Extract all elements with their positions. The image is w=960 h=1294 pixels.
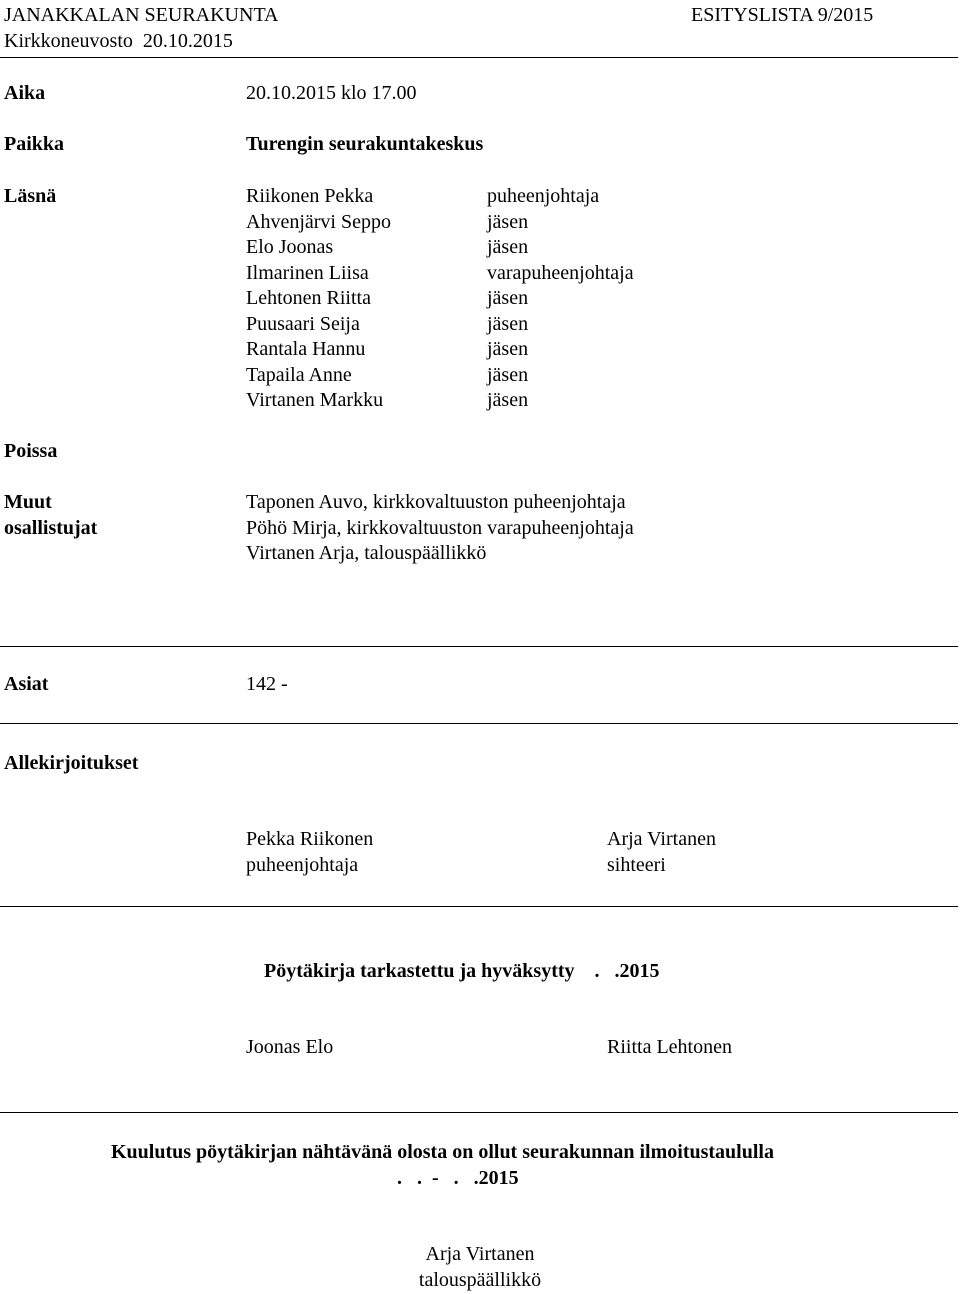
items-value: 142 -: [246, 673, 288, 695]
present-roles: [487, 184, 634, 414]
document-id: ESITYSLISTA 9/2015: [691, 4, 874, 26]
present-name: Ilmarinen Liisa: [246, 261, 369, 284]
absent-label: Poissa: [4, 440, 58, 462]
items-bottom-divider: [0, 723, 958, 724]
other-participant: Taponen Auvo, kirkkovaltuuston puheenjohtaja: [246, 491, 626, 513]
notice-signer-name: Arja Virtanen: [425, 1243, 535, 1265]
place-label: Paikka: [4, 133, 65, 155]
time-value: 20.10.2015 klo 17.00: [246, 82, 417, 104]
others-label-line: Muut: [4, 491, 52, 513]
present-name: Lehtonen Riitta: [246, 287, 371, 309]
present-name: Ahvenjärvi Seppo: [246, 210, 391, 233]
present-role: jäsen: [487, 312, 529, 335]
signature-name: Pekka Riikonen: [246, 828, 374, 850]
notice-top-divider: [0, 1112, 958, 1113]
present-role: jäsen: [487, 363, 529, 386]
present-role: jäsen: [487, 389, 529, 411]
present-role: puheenjohtaja: [487, 185, 600, 207]
review-text: Pöytäkirja tarkastettu ja hyväksytty: [264, 959, 575, 982]
present-role: varapuheenjohtaja: [487, 261, 634, 284]
signature-left: [246, 827, 373, 878]
present-name: Rantala Hannu: [246, 338, 366, 360]
signature-role: puheenjohtaja: [246, 853, 359, 876]
meeting-body-date: 20.10.2015: [142, 30, 233, 52]
present-name: Elo Joonas: [246, 236, 334, 258]
signatures-label: Allekirjoitukset: [4, 752, 139, 774]
time-label: Aika: [4, 82, 46, 104]
review-date: . .2015: [594, 959, 660, 982]
notice-text: Kuulutus pöytäkirjan nähtävänä olosta on ollut seurakunnan ilmoitustaululla: [111, 1141, 774, 1163]
items-top-divider: [0, 646, 958, 647]
place-value: Turengin seurakuntakeskus: [246, 133, 484, 155]
present-role: jäsen: [487, 210, 529, 233]
review-top-divider: [0, 906, 958, 907]
others-label: [4, 490, 97, 541]
meeting-body-name: Kirkkoneuvosto: [4, 30, 133, 52]
reviewer-right: Riitta Lehtonen: [607, 1036, 732, 1058]
signature-right: [607, 827, 716, 878]
signature-role: sihteeri: [607, 853, 666, 876]
present-names: [246, 184, 391, 414]
present-role: jäsen: [487, 338, 529, 360]
present-role: jäsen: [487, 287, 529, 309]
notice-signer-role: talouspäällikkö: [418, 1268, 542, 1291]
other-participants: [246, 490, 634, 567]
organization-name: JANAKKALAN SEURAKUNTA: [4, 4, 279, 26]
other-participant: Virtanen Arja, talouspäällikkö: [246, 542, 487, 564]
items-label: Asiat: [4, 673, 49, 695]
other-participant: Pöhö Mirja, kirkkovaltuuston varapuheenjohtaja: [246, 516, 634, 539]
present-label: Läsnä: [4, 185, 57, 207]
present-name: Puusaari Seija: [246, 312, 360, 335]
present-name: Riikonen Pekka: [246, 185, 374, 207]
notice-signer: [0, 1242, 960, 1293]
signature-name: Arja Virtanen: [607, 828, 716, 850]
others-label-line: osallistujat: [4, 516, 98, 539]
present-role: jäsen: [487, 236, 529, 258]
present-name: Virtanen Markku: [246, 389, 384, 411]
present-name: Tapaila Anne: [246, 363, 352, 386]
review-line: [254, 933, 660, 984]
reviewer-left: Joonas Elo: [246, 1036, 334, 1058]
meeting-body: [4, 29, 233, 55]
header-divider: [0, 57, 958, 58]
notice-date: . . - . .2015: [397, 1167, 519, 1189]
